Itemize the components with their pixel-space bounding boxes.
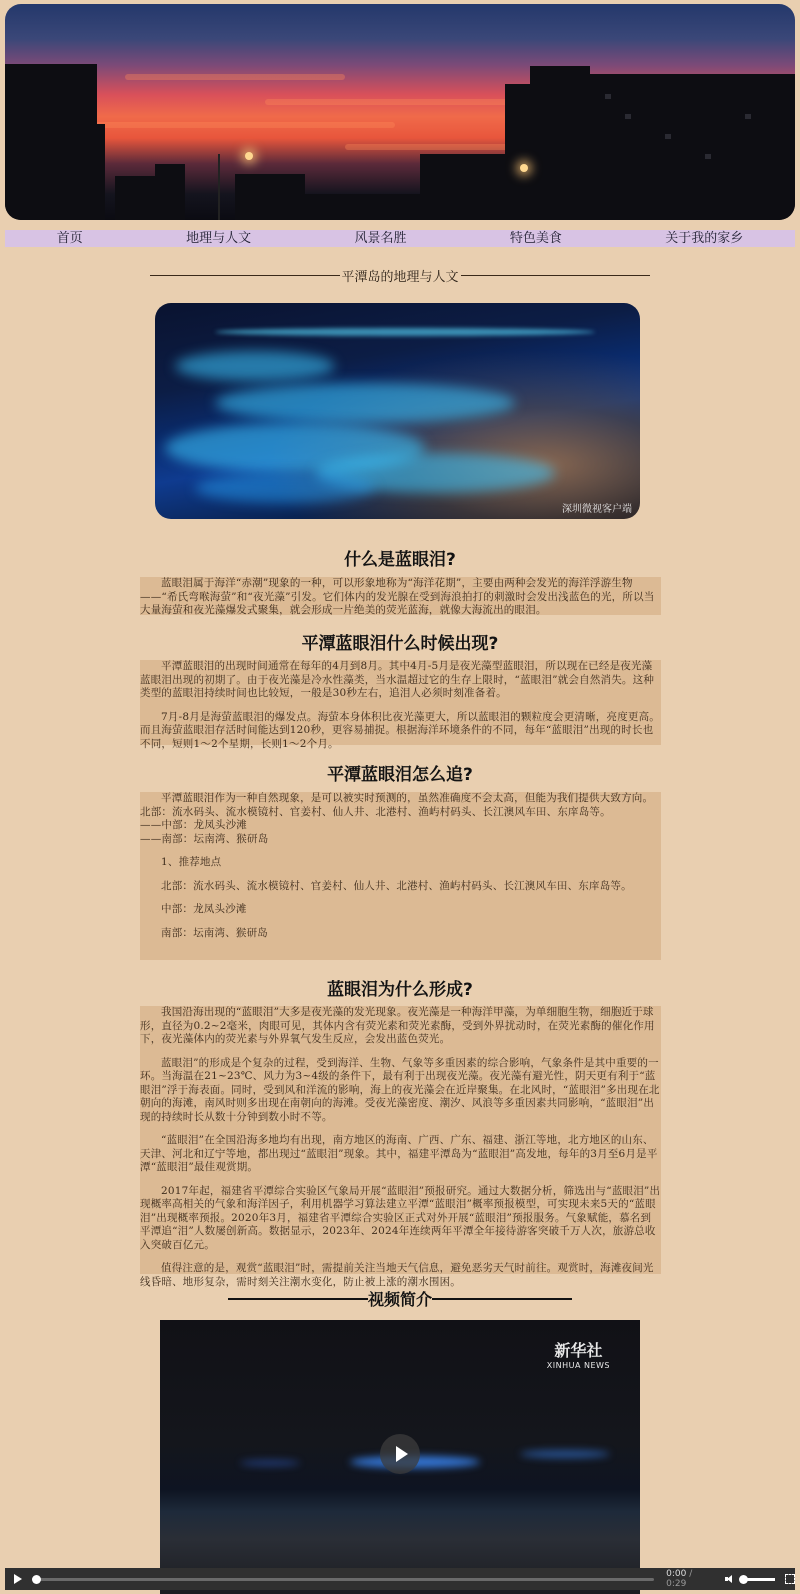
paragraph: ——南部：坛南湾、猴研岛 bbox=[140, 832, 269, 845]
blue-tears-photo bbox=[155, 303, 640, 519]
text-box-what-is bbox=[140, 577, 661, 615]
video-heading bbox=[228, 1287, 572, 1310]
paragraph: 南部：坛南湾、猴研岛 bbox=[161, 926, 268, 939]
paragraph: 我国沿海出现的“蓝眼泪”大多是夜光藻的发光现象。夜光藻是一种海洋甲藻，为单细胞生物，细胞近于球形，直径为0.2~2毫米，肉眼可见，其体内含有荧光素和荧光素酶，受到外界扰动时，在荧光素酶的催化作用下，夜光藻体内的荧光素与外界氧气发生反应，会发出蓝色荧光。 bbox=[140, 1006, 655, 1045]
volume-icon[interactable] bbox=[725, 1575, 735, 1583]
xinhua-logo bbox=[547, 1338, 610, 1370]
paragraph: 2017年起，福建省平潭综合实验区气象局开展“蓝眼泪”预报研究。通过大数据分析，筛选出与“蓝眼泪”出现概率高相关的气象和海洋因子，利用机器学习算法建立平潭“蓝眼泪”概率预报模型，可实现未来5天的“蓝眼泪”出现概率预报。2020年3月，福建省平潭综合实验区正式对外开展“蓝眼泪”预报服务。气象赋能，慕名到平潭追“泪”人数屡创新高。数据显示，2023年、2024年连续两年平潭全年接待游客突破千万人次，旅游总收入突破百亿元。 bbox=[140, 1184, 661, 1251]
divider bbox=[461, 275, 651, 276]
logo-cn: 新华社 bbox=[554, 1341, 603, 1360]
text-box-when bbox=[140, 660, 661, 750]
paragraph: 蓝眼泪”的形成是个复杂的过程，受到海洋、生物、气象等多重因素的综合影响，气象条件是其中重要的一环。当海温在21~23℃、风力为3~4级的条件下，最有利于出现夜光藻。夜光藻有避光性，阴天更有利于“蓝眼泪”浮于海表面。同时，受到风和洋流的影响，海上的夜光藻会在近岸聚集。在北风时，“蓝眼泪”多出现在北朝向的海滩，南风时则多出现在南朝向的海滩。受夜光藻密度、潮汐、风浪等多重因素共同影响，“蓝眼泪”出现的持续时长从数十分钟到数小时不等。 bbox=[140, 1056, 660, 1123]
current-time: 0:00 bbox=[666, 1569, 687, 1579]
paragraph: 平潭蓝眼泪作为一种自然现象，是可以被实时预测的，虽然准确度不会太高，但能为我们提供大致方向。北部：流水码头、流水模镜村、官姜村、仙人井、北港村、渔屿村码头、长江澳风车田、东庠岛等。 bbox=[140, 792, 654, 818]
photo-watermark: 深圳微视客户端 bbox=[562, 504, 632, 515]
paragraph: 蓝眼泪属于海洋“赤潮”现象的一种，可以形象地称为“海洋花期”，主要由两种会发光的海洋浮游生物——“希氏弯喉海萤”和“夜光藻”引发。它们体内的发光腺在受到海浪拍打的刺激时会发出浅蓝色的光，所以当大量海萤和夜光藻爆发式聚集，就会形成一片绝美的荧光蓝海，就像大海流出的眼泪。 bbox=[140, 577, 655, 616]
paragraph: 1、推荐地点 bbox=[161, 856, 222, 868]
section-title-text: 平潭岛的地理与人文 bbox=[341, 270, 459, 285]
play-button-large[interactable] bbox=[380, 1434, 420, 1474]
paragraph: 平潭蓝眼泪的出现时间通常在每年的4月到8月。其中4月-5月是夜光藻型蓝眼泪，所以现在已经是夜光藻蓝眼泪出现的初期了。由于夜光藻是冷水性藻类，当水温超过它的生存上限时，“蓝眼泪”就会自然消失。这种类型的蓝眼泪持续时间也比较短，一般是30秒左右，追泪人必须时刻准备着。 bbox=[140, 660, 655, 699]
video-controls bbox=[5, 1568, 795, 1590]
progress-handle[interactable] bbox=[32, 1575, 41, 1584]
duration: 0:29 bbox=[666, 1579, 687, 1589]
volume-slider[interactable] bbox=[741, 1578, 775, 1581]
heading-why-forms: 蓝眼泪为什么形成? bbox=[327, 980, 473, 1000]
main-nav bbox=[5, 230, 795, 247]
text-box-why-forms bbox=[140, 1006, 661, 1288]
nav-item-about[interactable]: 关于我的家乡 bbox=[665, 231, 744, 246]
divider bbox=[432, 1298, 572, 1300]
paragraph: 值得注意的是，观赏“蓝眼泪”时，需提前关注当地天气信息，避免恶劣天气时前往。观赏时，海滩夜间光线昏暗、地形复杂，需时刻关注潮水变化，防止被上涨的潮水围困。 bbox=[140, 1262, 654, 1288]
paragraph: 北部：流水码头、流水模镜村、官姜村、仙人井、北港村、渔屿村码头、长江澳风车田、东庠岛等。 bbox=[161, 879, 632, 892]
volume-handle[interactable] bbox=[739, 1575, 748, 1584]
fullscreen-icon[interactable] bbox=[785, 1574, 795, 1584]
play-icon[interactable] bbox=[14, 1574, 22, 1584]
paragraph: 7月-8月是海萤蓝眼泪的爆发点。海萤本身体积比夜光藻更大，所以蓝眼泪的颗粒度会更清晰，亮度更高。而且海萤蓝眼泪存活时间能达到120秒，更容易捕捉。根据海洋环境条件的不同，每年“蓝眼泪”出现的时长也不同，短则1～2个星期，长则1～2个月。 bbox=[140, 710, 661, 750]
nav-item-geography[interactable]: 地理与人文 bbox=[186, 231, 252, 246]
video-heading-text: 视频简介 bbox=[368, 1290, 433, 1309]
heading-what-is: 什么是蓝眼泪? bbox=[344, 550, 456, 570]
heading-when: 平潭蓝眼泪什么时候出现? bbox=[301, 634, 499, 654]
video-player[interactable] bbox=[160, 1320, 640, 1594]
nav-item-home[interactable]: 首页 bbox=[56, 231, 83, 246]
nav-item-food[interactable]: 特色美食 bbox=[509, 231, 562, 246]
nav-item-scenery[interactable]: 风景名胜 bbox=[354, 231, 407, 246]
divider bbox=[228, 1298, 368, 1300]
paragraph: ——中部：龙凤头沙滩 bbox=[140, 819, 247, 831]
paragraph: “蓝眼泪”在全国沿海多地均有出现，南方地区的海南、广西、广东、福建、浙江等地，北方地区的山东、天津、河北和辽宁等地，都出现过“蓝眼泪”现象。其中，福建平潭岛为“蓝眼泪”高发地，每年的3月至6月是平潭“蓝眼泪”最佳观赏期。 bbox=[140, 1134, 658, 1173]
divider bbox=[150, 275, 340, 276]
text-box-how-to-chase bbox=[140, 792, 661, 960]
paragraph: 中部：龙凤头沙滩 bbox=[161, 903, 247, 915]
logo-en: XINHUA NEWS bbox=[546, 1361, 610, 1370]
heading-how-to-chase: 平潭蓝眼泪怎么追? bbox=[327, 765, 473, 785]
progress-bar[interactable] bbox=[34, 1578, 654, 1581]
banner-image bbox=[5, 4, 795, 220]
time-display: 0:00 / 0:29 bbox=[666, 1569, 693, 1589]
section-title bbox=[150, 266, 650, 285]
